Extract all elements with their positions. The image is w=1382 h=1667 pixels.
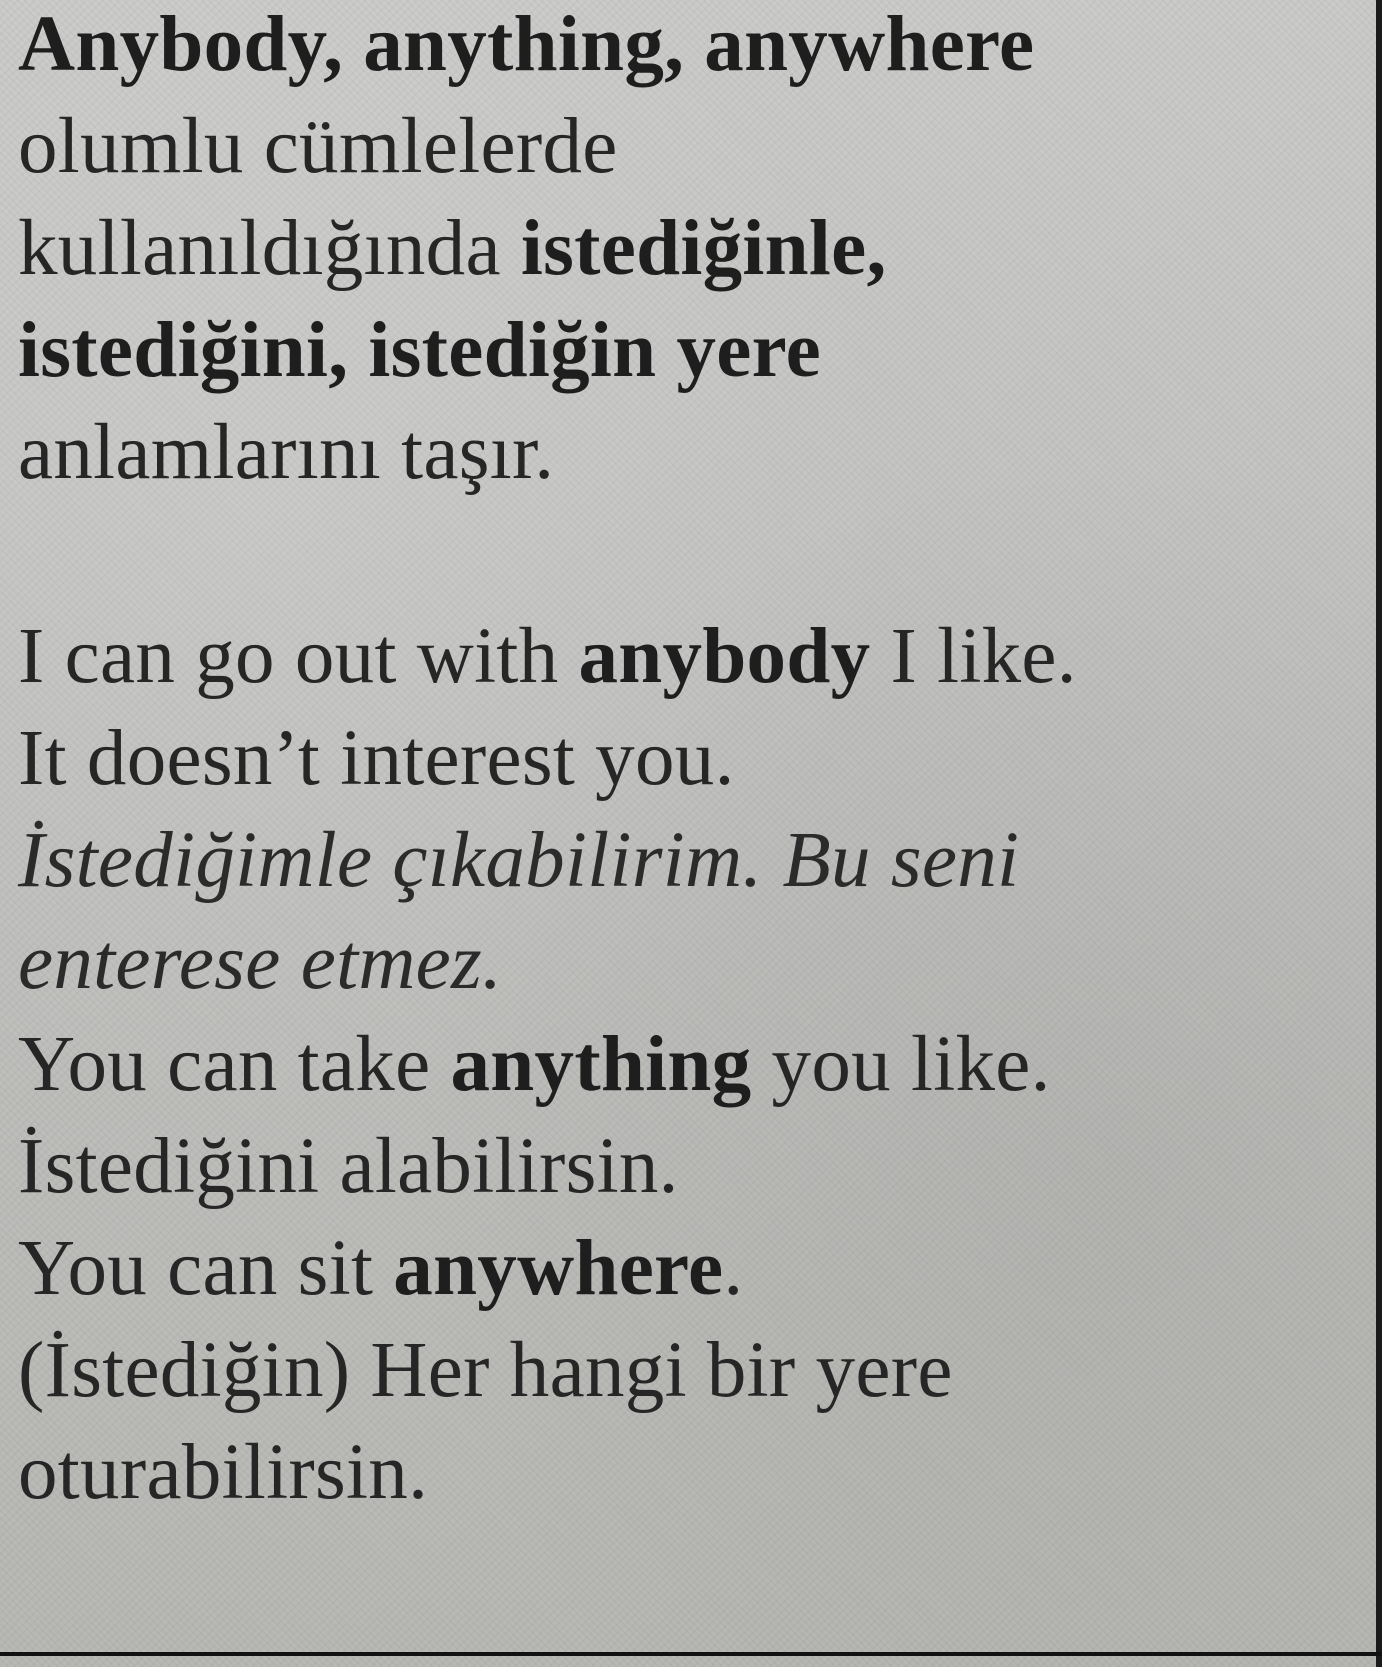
intro-line-3-regular: kullanıldığında bbox=[18, 205, 521, 292]
example-anybody bbox=[18, 606, 1348, 708]
intro-line-3 bbox=[18, 198, 1348, 300]
translation-italic-2: enterese etmez. bbox=[18, 919, 503, 1006]
translation-anywhere-1: (İstediğin) Her hangi bir yere bbox=[18, 1327, 953, 1414]
example-anybody-post: I like. bbox=[870, 613, 1077, 700]
example-anybody-pre: I can go out with bbox=[18, 613, 579, 700]
translation-anywhere-2: oturabilirsin. bbox=[18, 1429, 429, 1516]
translation-italic-1: İstediğimle çıkabilirim. Bu seni bbox=[18, 817, 1020, 904]
example-anything-pre: You can take bbox=[18, 1021, 451, 1108]
intro-line-4: istediğini, istediğin yere bbox=[18, 307, 821, 394]
example-anywhere-pre: You can sit bbox=[18, 1225, 394, 1312]
text-content bbox=[18, 0, 1348, 1524]
intro-line-2: olumlu cümlelerde bbox=[18, 103, 618, 190]
translation-anything: İstediğini alabilirsin. bbox=[18, 1123, 679, 1210]
paragraph-gap bbox=[18, 504, 1348, 606]
bottom-rule bbox=[0, 1652, 1382, 1656]
example-anywhere-post: . bbox=[723, 1225, 744, 1312]
example-interest: It doesn’t interest you. bbox=[18, 715, 735, 802]
example-anything-post: you like. bbox=[751, 1021, 1051, 1108]
example-anywhere bbox=[18, 1218, 1348, 1320]
intro-line-5: anlamlarını taşır. bbox=[18, 409, 555, 496]
example-anywhere-bold: anywhere bbox=[393, 1225, 724, 1312]
example-anything bbox=[18, 1014, 1348, 1116]
page-edge-shadow bbox=[1376, 0, 1382, 1667]
example-anybody-bold: anybody bbox=[578, 613, 871, 700]
heading-words: Anybody, anything, anywhere bbox=[18, 1, 1035, 88]
intro-line-3-bold: istediğinle, bbox=[520, 205, 887, 292]
example-anything-bold: anything bbox=[450, 1021, 752, 1108]
